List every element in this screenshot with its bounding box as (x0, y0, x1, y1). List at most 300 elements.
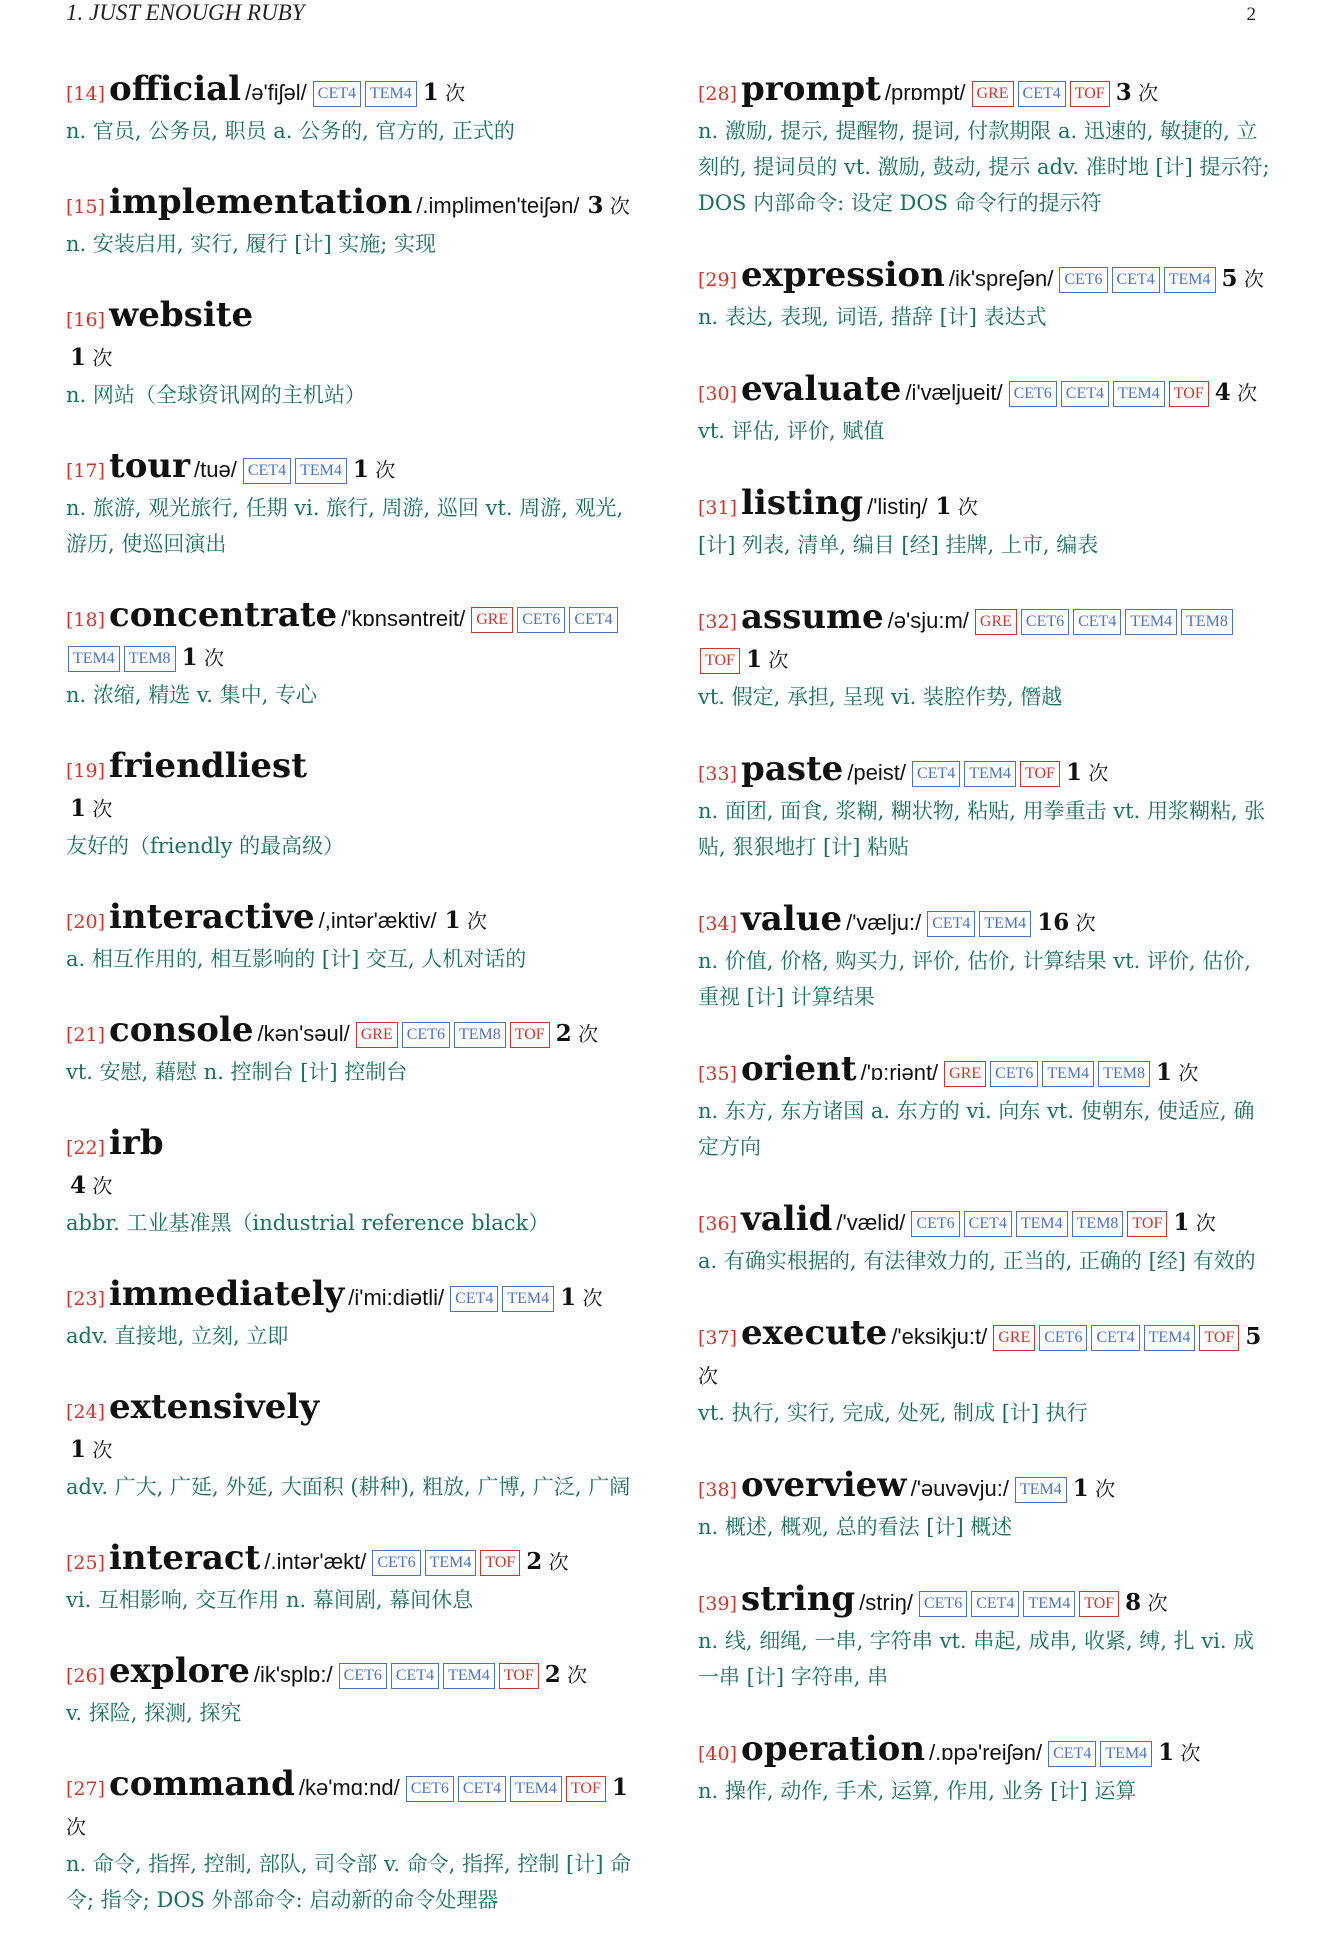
exam-tag: TEM8 (124, 646, 176, 672)
entry-header (66, 596, 638, 677)
count-number: 1 (560, 1284, 577, 1311)
count-number: 5 (1221, 265, 1238, 292)
occurrence-count (70, 1174, 112, 1198)
occurrence-count (1037, 911, 1095, 935)
exam-tag: CET4 (927, 911, 975, 937)
count-suffix: 次 (609, 194, 630, 218)
headword: overview (741, 1465, 907, 1505)
phonetic: /,intər'æktiv/ (318, 908, 437, 933)
count-suffix: 次 (698, 1364, 718, 1388)
count-suffix: 次 (1147, 1591, 1168, 1615)
definition: n. 东方, 东方诸国 a. 东方的 vi. 向东 vt. 使朝东, 使适应, 确定方向 (698, 1099, 1255, 1159)
count-suffix: 次 (548, 1550, 569, 1574)
entry-header (698, 370, 1270, 413)
count-suffix: 次 (957, 495, 978, 519)
entry-index: [32] (698, 611, 738, 633)
vocab-entry (698, 256, 1270, 335)
exam-tag: TEM4 (425, 1550, 477, 1576)
vocab-entry (698, 900, 1270, 1015)
headword: value (741, 899, 843, 939)
definition: vt. 安慰, 藉慰 n. 控制台 [计] 控制台 (66, 1060, 408, 1084)
vocab-entry (66, 1124, 638, 1241)
entry-header (698, 598, 1270, 679)
definition: n. 浓缩, 精选 v. 集中, 专心 (66, 683, 317, 707)
headword: prompt (741, 69, 881, 109)
count-suffix: 次 (582, 1286, 603, 1310)
headword: expression (741, 255, 945, 295)
headword: paste (741, 749, 844, 789)
count-number: 1 (1158, 1739, 1175, 1766)
entry-index: [21] (66, 1024, 106, 1046)
vocab-entry (698, 70, 1270, 221)
phonetic: /kə'mɑ:nd/ (298, 1775, 400, 1800)
exam-tag: TEM4 (964, 761, 1016, 787)
entry-header (66, 1388, 638, 1469)
count-number: 1 (352, 456, 369, 483)
phonetic: /'vælid/ (836, 1210, 906, 1235)
exam-tag: CET6 (1039, 1325, 1087, 1351)
phonetic: /i'mi:diətli/ (348, 1285, 445, 1310)
entry-index: [19] (66, 760, 106, 782)
definition: n. 命令, 指挥, 控制, 部队, 司令部 v. 命令, 指挥, 控制 [计] 命令; 指令; DOS 外部命令: 启动新的命令处理器 (66, 1852, 632, 1912)
exam-tag: TOF (1079, 1591, 1119, 1617)
definition: n. 操作, 动作, 手术, 运算, 作用, 业务 [计] 运算 (698, 1779, 1137, 1803)
exam-tag: CET6 (339, 1663, 387, 1689)
exam-tag: CET4 (1112, 267, 1160, 293)
definition: n. 网站（全球资讯网的主机站） (66, 383, 366, 407)
occurrence-count (556, 1022, 598, 1046)
occurrence-count (560, 1286, 602, 1310)
definition: v. 探险, 探测, 探究 (66, 1701, 242, 1725)
count-number: 1 (70, 1436, 87, 1463)
vocab-entry (698, 484, 1270, 563)
entry-header (66, 183, 638, 226)
entry-index: [29] (698, 269, 738, 291)
entry-header (66, 296, 638, 377)
exam-tag: TEM4 (1125, 609, 1177, 635)
count-number: 1 (1155, 1059, 1172, 1086)
entry-index: [15] (66, 196, 106, 218)
entry-index: [14] (66, 83, 106, 105)
exam-tag: GRE (356, 1022, 398, 1048)
entry-header (698, 256, 1270, 299)
occurrence-count (423, 81, 465, 105)
exam-tag: CET4 (1091, 1325, 1139, 1351)
headword: implementation (109, 182, 413, 222)
entry-header (66, 1765, 638, 1846)
count-number: 1 (935, 493, 952, 520)
exam-tag: TEM4 (1016, 1211, 1068, 1237)
headword: command (109, 1764, 295, 1804)
occurrence-count (545, 1663, 587, 1687)
vocab-entry (66, 1765, 638, 1918)
vocab-entry (698, 598, 1270, 715)
headword: irb (109, 1123, 164, 1163)
occurrence-count (445, 909, 487, 933)
page-header (66, 0, 1256, 28)
definition: n. 面团, 面食, 浆糊, 糊状物, 粘贴, 用拳重击 vt. 用浆糊粘, 张贴, 狠狠地打 [计] 粘贴 (698, 799, 1266, 859)
occurrence-count (1173, 1211, 1215, 1235)
occurrence-count (526, 1550, 568, 1574)
entry-index: [33] (698, 763, 738, 785)
exam-tag: CET4 (1061, 381, 1109, 407)
count-number: 1 (745, 646, 762, 673)
headword: extensively (109, 1387, 320, 1427)
occurrence-count (1125, 1591, 1167, 1615)
headword: assume (741, 597, 884, 637)
phonetic: /'kɒnsəntreit/ (341, 606, 466, 631)
phonetic: /i'væljueit/ (905, 380, 1003, 405)
entry-header (698, 1050, 1270, 1093)
definition: abbr. 工业基准黑（industrial reference black） (66, 1211, 550, 1235)
occurrence-count (746, 648, 788, 672)
left-column (66, 70, 638, 1952)
exam-tag: CET4 (971, 1591, 1019, 1617)
occurrence-count (1066, 761, 1108, 785)
vocab-entry (698, 1730, 1270, 1809)
definition: adv. 广大, 广延, 外延, 大面积 (耕种), 粗放, 广博, 广泛, 广阔 (66, 1475, 631, 1499)
entry-header (698, 70, 1270, 113)
count-number: 8 (1125, 1589, 1142, 1616)
entry-index: [25] (66, 1552, 106, 1574)
vocab-entry (66, 1011, 638, 1090)
entry-header (66, 747, 638, 828)
headword: explore (109, 1651, 250, 1691)
exam-tag: TOF (566, 1776, 606, 1802)
occurrence-count (70, 797, 112, 821)
occurrence-count (70, 1438, 112, 1462)
entry-index: [17] (66, 460, 106, 482)
count-suffix: 次 (203, 646, 224, 670)
entry-index: [24] (66, 1401, 106, 1423)
exam-tag: CET6 (372, 1550, 420, 1576)
headword: execute (741, 1313, 888, 1353)
exam-tag: TEM4 (295, 458, 347, 484)
exam-tag: CET4 (1073, 609, 1121, 635)
phonetic: /.implimen'teiʃən/ (416, 193, 580, 218)
entry-index: [40] (698, 1743, 738, 1765)
definition: [计] 列表, 清单, 编目 [经] 挂牌, 上市, 编表 (698, 533, 1099, 557)
entry-index: [26] (66, 1665, 106, 1687)
vocab-entry (66, 898, 638, 977)
definition: a. 有确实根据的, 有法律效力的, 正当的, 正确的 [经] 有效的 (698, 1249, 1256, 1273)
count-suffix: 次 (1237, 381, 1258, 405)
entry-index: [18] (66, 609, 106, 631)
exam-tag: TOF (1169, 381, 1209, 407)
exam-tag: CET6 (517, 607, 565, 633)
phonetic: /'vælju:/ (846, 910, 922, 935)
vocab-entry (66, 447, 638, 562)
occurrence-count (1215, 381, 1257, 405)
occurrence-count (936, 495, 978, 519)
count-number: 1 (1065, 759, 1082, 786)
entry-header (698, 1730, 1270, 1773)
exam-tag: GRE (972, 81, 1014, 107)
exam-tag: TOF (480, 1550, 520, 1576)
exam-tag: TEM8 (454, 1022, 506, 1048)
count-suffix: 次 (1088, 761, 1109, 785)
exam-tag: TEM4 (1113, 381, 1165, 407)
entry-index: [37] (698, 1327, 738, 1349)
exam-tag: TEM4 (68, 646, 120, 672)
vocab-entry (66, 1275, 638, 1354)
entry-index: [39] (698, 1593, 738, 1615)
exam-tag: TEM4 (1164, 267, 1216, 293)
entry-index: [36] (698, 1213, 738, 1235)
count-suffix: 次 (92, 1174, 113, 1198)
exam-tag: CET6 (406, 1776, 454, 1802)
exam-tag: CET4 (1048, 1741, 1096, 1767)
exam-tag: CET6 (1059, 267, 1107, 293)
count-number: 1 (422, 79, 439, 106)
count-number: 5 (1245, 1323, 1262, 1350)
occurrence-count (1222, 267, 1264, 291)
headword: console (109, 1010, 254, 1050)
vocab-entry (698, 750, 1270, 865)
entry-header (66, 1275, 638, 1318)
exam-tag: CET6 (990, 1061, 1038, 1087)
exam-tag: TOF (1199, 1325, 1239, 1351)
headword: website (109, 295, 254, 335)
exam-tag: CET4 (391, 1663, 439, 1689)
entry-index: [27] (66, 1778, 106, 1800)
vocab-entry (66, 1388, 638, 1505)
exam-tag: TOF (1020, 761, 1060, 787)
entry-index: [28] (698, 83, 738, 105)
exam-tag: GRE (471, 607, 513, 633)
definition: 友好的（friendly 的最高级） (66, 834, 345, 858)
entry-header (698, 1580, 1270, 1623)
exam-tag: TOF (700, 648, 740, 674)
entry-index: [22] (66, 1137, 106, 1159)
exam-tag: TOF (1127, 1211, 1167, 1237)
count-number: 1 (444, 907, 461, 934)
page-number: 2 (1246, 4, 1256, 25)
exam-tag: TEM4 (1015, 1477, 1067, 1503)
exam-tag: TEM4 (502, 1286, 554, 1312)
entry-header (66, 1652, 638, 1695)
exam-tag: CET6 (402, 1022, 450, 1048)
vocab-entry (698, 1050, 1270, 1165)
entry-header (66, 898, 638, 941)
exam-tag: CET4 (458, 1776, 506, 1802)
definition: n. 线, 细绳, 一串, 字符串 vt. 串起, 成串, 收紧, 缚, 扎 vi. 成一串 [计] 字符串, 串 (698, 1629, 1255, 1689)
headword: operation (741, 1729, 926, 1769)
vocab-entry (66, 70, 638, 149)
headword: interact (109, 1538, 261, 1578)
entry-header (698, 1314, 1270, 1395)
entry-header (698, 1466, 1270, 1509)
count-suffix: 次 (66, 1815, 86, 1839)
count-number: 1 (1173, 1209, 1190, 1236)
headword: listing (741, 483, 864, 523)
entry-index: [31] (698, 497, 738, 519)
vocab-entry (66, 1652, 638, 1731)
phonetic: /ik'splɒ:/ (253, 1662, 333, 1687)
occurrence-count (182, 646, 224, 670)
occurrence-count (70, 346, 112, 370)
exam-tag: TEM4 (1144, 1325, 1196, 1351)
phonetic: /peist/ (847, 760, 907, 785)
count-suffix: 次 (1195, 1211, 1216, 1235)
headword: official (109, 69, 242, 109)
vocab-entry (66, 747, 638, 864)
phonetic: /.ɒpə'reiʃən/ (929, 1740, 1043, 1765)
count-number: 2 (544, 1661, 561, 1688)
occurrence-count (1156, 1061, 1198, 1085)
phonetic: /'əuvəvju:/ (910, 1476, 1009, 1501)
count-suffix: 次 (92, 346, 113, 370)
entry-header (66, 1539, 638, 1582)
exam-tag: CET4 (569, 607, 617, 633)
headword: immediately (109, 1274, 345, 1314)
count-suffix: 次 (92, 1438, 113, 1462)
exam-tag: CET4 (912, 761, 960, 787)
count-number: 1 (1072, 1475, 1089, 1502)
phonetic: /prɒmpt/ (884, 80, 966, 105)
headword: concentrate (109, 595, 338, 635)
count-suffix: 次 (567, 1663, 588, 1687)
phonetic: /'listiŋ/ (867, 494, 928, 519)
entry-header (698, 484, 1270, 527)
headword: string (741, 1579, 856, 1619)
count-number: 1 (611, 1774, 628, 1801)
count-suffix: 次 (1075, 911, 1096, 935)
vocab-entry (698, 370, 1270, 449)
count-number: 1 (70, 344, 87, 371)
count-number: 1 (181, 644, 198, 671)
count-number: 3 (587, 192, 604, 219)
count-number: 1 (70, 795, 87, 822)
phonetic: /tuə/ (194, 457, 237, 482)
vocab-entry (66, 1539, 638, 1618)
exam-tag: TOF (510, 1022, 550, 1048)
headword: interactive (109, 897, 315, 937)
exam-tag: TEM4 (1042, 1061, 1094, 1087)
definition: vt. 执行, 实行, 完成, 处死, 制成 [计] 执行 (698, 1401, 1088, 1425)
entry-index: [23] (66, 1288, 106, 1310)
count-suffix: 次 (768, 648, 789, 672)
vocab-entry (66, 596, 638, 713)
entry-index: [35] (698, 1063, 738, 1085)
vocab-entry (66, 296, 638, 413)
right-column (698, 70, 1270, 1844)
exam-tag: CET4 (450, 1286, 498, 1312)
definition: n. 表达, 表现, 词语, 措辞 [计] 表达式 (698, 305, 1047, 329)
entry-header (66, 1124, 638, 1205)
headword: tour (109, 446, 191, 486)
phonetic: /ə'sju:m/ (887, 608, 969, 633)
occurrence-count (1073, 1477, 1115, 1501)
exam-tag: GRE (944, 1061, 986, 1087)
headword: orient (741, 1049, 857, 1089)
definition: n. 激励, 提示, 提醒物, 提词, 付款期限 a. 迅速的, 敏捷的, 立刻的, 提词员的 vt. 激励, 鼓动, 提示 adv. 准时地 [计] 提示符; DOS 内部命令: 设定 DOS 命令行的提示符 (698, 119, 1270, 215)
chapter-title: 1. JUST ENOUGH RUBY (66, 0, 305, 25)
exam-tag: TEM4 (510, 1776, 562, 1802)
exam-tag: TEM4 (443, 1663, 495, 1689)
occurrence-count (1116, 81, 1158, 105)
count-number: 2 (526, 1548, 543, 1575)
entry-header (698, 900, 1270, 943)
count-suffix: 次 (1138, 81, 1159, 105)
count-suffix: 次 (375, 458, 396, 482)
exam-tag: CET6 (1021, 609, 1069, 635)
vocab-entry (698, 1200, 1270, 1279)
exam-tag: TOF (499, 1663, 539, 1689)
definition: vt. 评估, 评价, 赋值 (698, 419, 885, 443)
exam-tag: CET6 (911, 1211, 959, 1237)
vocab-entry (66, 183, 638, 262)
entry-header (698, 1200, 1270, 1243)
definition: n. 安装启用, 实行, 履行 [计] 实施; 实现 (66, 232, 437, 256)
entry-header (698, 750, 1270, 793)
exam-tag: CET4 (243, 458, 291, 484)
definition: n. 官员, 公务员, 职员 a. 公务的, 官方的, 正式的 (66, 119, 515, 143)
exam-tag: GRE (975, 609, 1017, 635)
exam-tag: TEM8 (1181, 609, 1233, 635)
exam-tag: TEM8 (1098, 1061, 1150, 1087)
count-suffix: 次 (466, 909, 487, 933)
definition: vi. 互相影响, 交互作用 n. 幕间剧, 幕间休息 (66, 1588, 474, 1612)
entry-header (66, 1011, 638, 1054)
entry-index: [34] (698, 913, 738, 935)
phonetic: /ik'spreʃən/ (948, 266, 1054, 291)
entry-index: [16] (66, 309, 106, 331)
occurrence-count (353, 458, 395, 482)
exam-tag: GRE (993, 1325, 1035, 1351)
definition: vt. 假定, 承担, 呈现 vi. 装腔作势, 僭越 (698, 685, 1063, 709)
exam-tag: TEM4 (1023, 1591, 1075, 1617)
exam-tag: TEM4 (365, 81, 417, 107)
headword: evaluate (741, 369, 902, 409)
definition: n. 旅游, 观光旅行, 任期 vi. 旅行, 周游, 巡回 vt. 周游, 观光, 游历, 使巡回演出 (66, 496, 624, 556)
headword: valid (741, 1199, 833, 1239)
entry-header (66, 447, 638, 490)
count-suffix: 次 (1095, 1477, 1116, 1501)
exam-tag: CET4 (964, 1211, 1012, 1237)
exam-tag: TEM4 (979, 911, 1031, 937)
exam-tag: TOF (1070, 81, 1110, 107)
phonetic: /'eksikju:t/ (891, 1324, 988, 1349)
exam-tag: CET6 (1009, 381, 1057, 407)
exam-tag: TEM4 (1100, 1741, 1152, 1767)
count-suffix: 次 (1178, 1061, 1199, 1085)
occurrence-count (1158, 1741, 1200, 1765)
headword: friendliest (109, 746, 307, 786)
occurrence-count (587, 194, 629, 218)
entry-index: [38] (698, 1479, 738, 1501)
entry-index: [20] (66, 911, 106, 933)
count-suffix: 次 (92, 797, 113, 821)
exam-tag: CET4 (1018, 81, 1066, 107)
exam-tag: CET6 (919, 1591, 967, 1617)
exam-tag: TEM8 (1072, 1211, 1124, 1237)
definition: adv. 直接地, 立刻, 立即 (66, 1324, 289, 1348)
phonetic: /kən'səul/ (257, 1021, 350, 1046)
definition: a. 相互作用的, 相互影响的 [计] 交互, 人机对话的 (66, 947, 527, 971)
definition: n. 价值, 价格, 购买力, 评价, 估价, 计算结果 vt. 评价, 估价, 重视 [计] 计算结果 (698, 949, 1251, 1009)
vocab-entry (698, 1314, 1270, 1431)
phonetic: /'ɒ:riənt/ (860, 1060, 939, 1085)
phonetic: /ə'fiʃəl/ (245, 80, 307, 105)
entry-index: [30] (698, 383, 738, 405)
count-suffix: 次 (445, 81, 466, 105)
exam-tag: CET4 (313, 81, 361, 107)
count-number: 4 (1214, 379, 1231, 406)
count-suffix: 次 (1180, 1741, 1201, 1765)
count-suffix: 次 (578, 1022, 599, 1046)
phonetic: /striŋ/ (859, 1590, 913, 1615)
